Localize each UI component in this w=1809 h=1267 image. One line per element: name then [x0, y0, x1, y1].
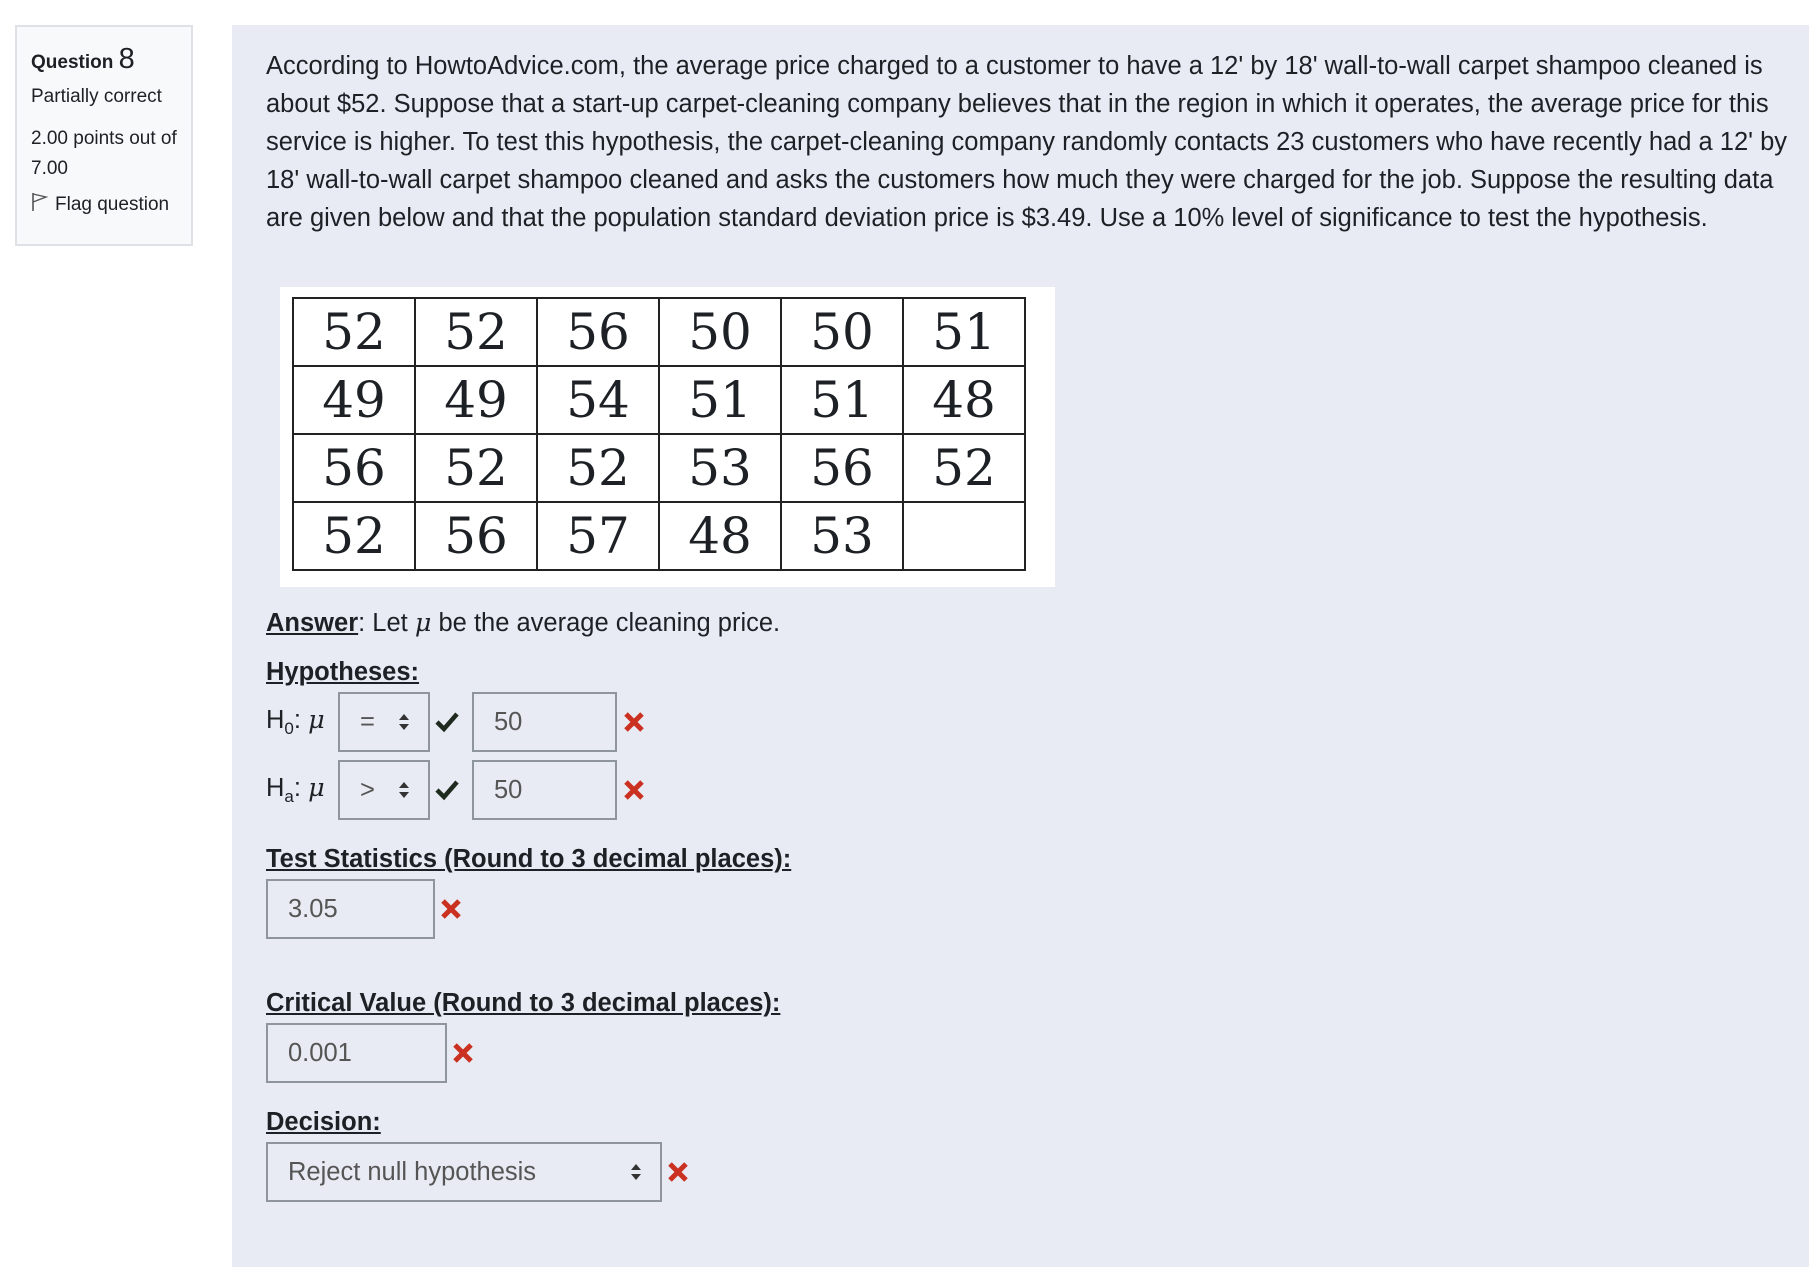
- table-cell: 50: [781, 298, 903, 366]
- question-text: According to HowtoAdvice.com, the average price charged to a customer to have a 12' by 18' wall-to-wall carpet shampoo cleaned is about $52. Suppose that a start-up carpet-cleaning company believes that in the region in which it operates, the average price for this service is higher. To test this hypothesis, the carpet-cleaning company randomly contacts 23 customers who have recently had a 12' by 18' wall-to-wall carpet shampoo cleaned and asks the customers how much they were charged for the job. Suppose the resulting data are given below and that the population standard deviation price is $3.49. Use a 10% level of significance to test the hypothesis.: [266, 52, 1788, 232]
- cross-icon: [621, 709, 647, 735]
- ha-row: [266, 760, 647, 820]
- h0-value: 50: [494, 707, 523, 736]
- cross-icon: [450, 1040, 476, 1066]
- hypotheses-heading: Hypotheses:: [266, 658, 420, 686]
- ha-operator-select[interactable]: [338, 760, 430, 820]
- table-cell: 57: [537, 502, 659, 570]
- table-cell: 51: [781, 366, 903, 434]
- h0-label-tail: :: [293, 705, 309, 734]
- select-arrows-icon: [398, 779, 410, 801]
- table-cell: 56: [537, 298, 659, 366]
- ha-value-input[interactable]: [472, 760, 617, 820]
- table-cell: 50: [659, 298, 781, 366]
- select-arrows-icon: [630, 1161, 642, 1183]
- table-row: [293, 298, 1025, 366]
- h0-label-sub: 0: [284, 719, 294, 739]
- data-table: [292, 297, 1026, 571]
- table-cell: 49: [293, 366, 415, 434]
- cross-icon: [621, 777, 647, 803]
- test-statistic-heading: Test Statistics (Round to 3 decimal places):: [266, 845, 792, 873]
- ha-label: [266, 773, 338, 807]
- decision-row: [266, 1142, 691, 1202]
- table-cell: 52: [293, 298, 415, 366]
- test-statistic-value: 3.05: [288, 894, 338, 923]
- table-row: [293, 434, 1025, 502]
- check-icon: [434, 777, 460, 803]
- question-info: [15, 25, 193, 246]
- ha-value: 50: [494, 775, 523, 804]
- ha-mu-symbol: μ: [308, 772, 325, 803]
- h0-row: [266, 692, 647, 752]
- table-cell: 53: [781, 502, 903, 570]
- question-label: Question: [31, 52, 114, 73]
- question-grade: 2.00 points out of 7.00: [31, 128, 177, 179]
- answer-text-2: be the average cleaning price.: [431, 609, 781, 637]
- h0-operator-value: =: [360, 707, 375, 736]
- answer-label: Answer: [266, 609, 359, 637]
- mu-symbol: μ: [414, 608, 432, 638]
- table-cell: 53: [659, 434, 781, 502]
- flag-question-label: Flag question: [55, 194, 170, 215]
- test-statistic-row: [266, 879, 464, 939]
- cross-icon: [665, 1159, 691, 1185]
- table-cell: 54: [537, 366, 659, 434]
- h0-label-main: H: [266, 705, 285, 734]
- ha-label-tail: :: [293, 773, 309, 802]
- table-cell: 52: [903, 434, 1025, 502]
- question-number: [31, 43, 179, 76]
- table-cell: 52: [415, 298, 537, 366]
- critical-value-heading: Critical Value (Round to 3 decimal places):: [266, 989, 781, 1017]
- data-table-image: [280, 287, 1055, 587]
- table-cell: 52: [415, 434, 537, 502]
- table-cell: 56: [293, 434, 415, 502]
- decision-select[interactable]: [266, 1142, 662, 1202]
- table-cell: 48: [903, 366, 1025, 434]
- check-icon: [434, 709, 460, 735]
- h0-operator-select[interactable]: [338, 692, 430, 752]
- answer-line: [266, 608, 780, 638]
- critical-value-row: [266, 1023, 476, 1083]
- table-row: [293, 366, 1025, 434]
- select-arrows-icon: [398, 711, 410, 733]
- table-cell: [903, 502, 1025, 570]
- critical-value-value: 0.001: [288, 1038, 352, 1067]
- cross-icon: [438, 896, 464, 922]
- table-row: [293, 502, 1025, 570]
- table-cell: 52: [293, 502, 415, 570]
- h0-label: [266, 705, 338, 739]
- flag-icon: [31, 192, 49, 218]
- table-cell: 51: [903, 298, 1025, 366]
- test-statistic-input[interactable]: [266, 879, 435, 939]
- decision-heading: Decision:: [266, 1108, 381, 1136]
- table-cell: 48: [659, 502, 781, 570]
- answer-text-1: : Let: [358, 609, 415, 637]
- table-cell: 51: [659, 366, 781, 434]
- h0-mu-symbol: μ: [308, 704, 325, 735]
- h0-value-input[interactable]: [472, 692, 617, 752]
- ha-label-main: H: [266, 773, 285, 802]
- question-number-value: 8: [118, 43, 135, 75]
- question-state: Partially correct: [31, 86, 162, 107]
- table-cell: 52: [537, 434, 659, 502]
- flag-question-link[interactable]: [31, 192, 179, 218]
- table-cell: 49: [415, 366, 537, 434]
- ha-label-sub: a: [284, 787, 294, 807]
- critical-value-input[interactable]: [266, 1023, 447, 1083]
- decision-value: Reject null hypothesis: [288, 1157, 537, 1186]
- table-cell: 56: [781, 434, 903, 502]
- ha-operator-value: >: [360, 775, 375, 804]
- question-content: [232, 25, 1809, 1267]
- table-cell: 56: [415, 502, 537, 570]
